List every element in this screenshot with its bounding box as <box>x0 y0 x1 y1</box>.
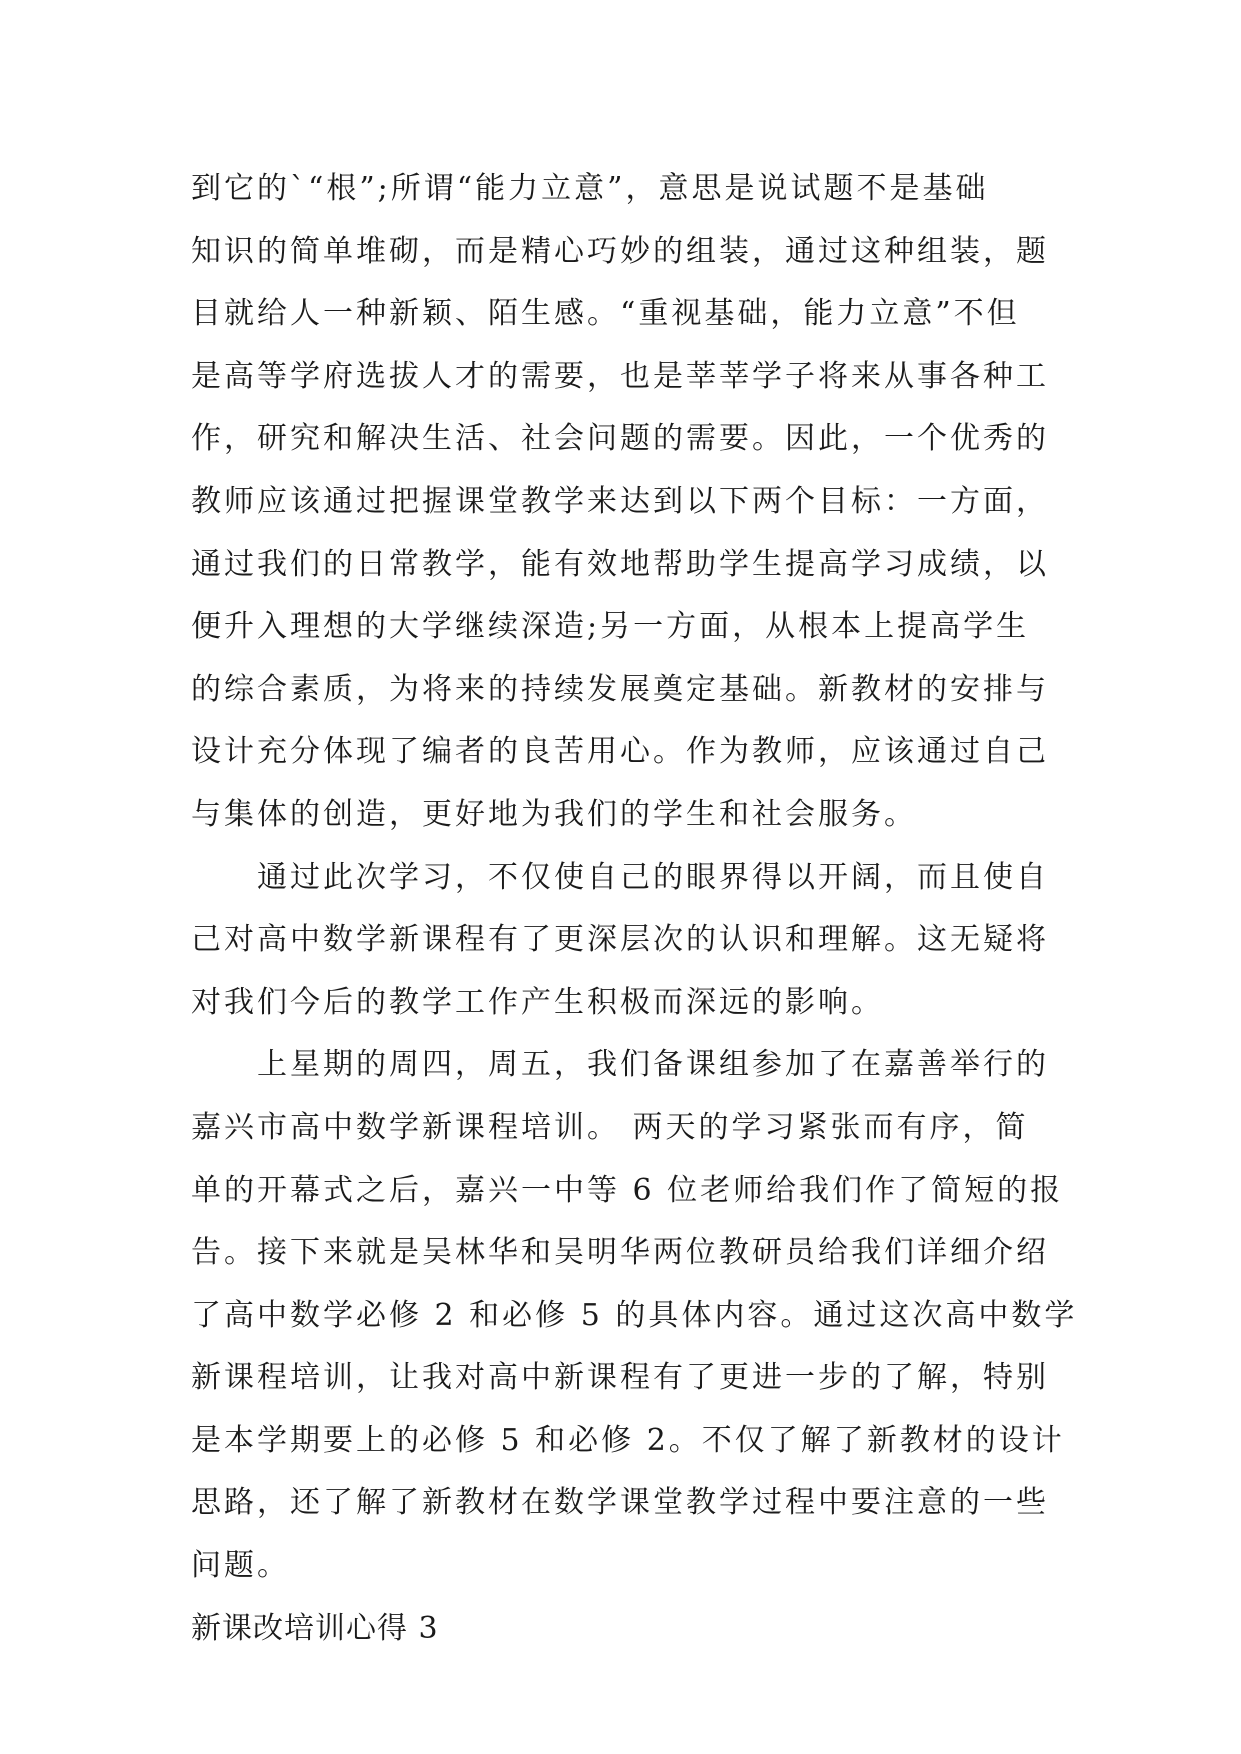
text-line: 嘉兴市高中数学新课程培训。 两天的学习紧张而有序，简 <box>191 1109 1029 1145</box>
text-line: 己对高中数学新课程有了更深层次的认识和理解。这无疑将 <box>191 922 1049 958</box>
text-line: 的综合素质，为将来的持续发展奠定基础。新教材的安排与 <box>191 671 1049 707</box>
text-line: 设计充分体现了编者的良苦用心。作为教师，应该通过自己 <box>191 734 1049 770</box>
text-line: 知识的简单堆砌，而是精心巧妙的组装，通过这种组装，题 <box>191 233 1049 269</box>
text-line: 目就给人一种新颖、陌生感。“重视基础，能力立意”不但 <box>191 296 1020 332</box>
text-line: 作，研究和解决生活、社会问题的需要。因此，一个优秀的 <box>191 421 1049 457</box>
paragraph-3 <box>191 1034 1078 1597</box>
text-line: 教师应该通过把握课堂教学来达到以下两个目标：一方面， <box>191 483 1049 519</box>
text-line: 上星期的周四，周五，我们备课组参加了在嘉善举行的 <box>257 1047 1049 1083</box>
text-line: 思路，还了解了新教材在数学课堂教学过程中要注意的一些 <box>191 1485 1049 1521</box>
text-line: 是本学期要上的必修 5 和必修 2。不仅了解了新教材的设计 <box>191 1422 1065 1458</box>
text-line: 对我们今后的教学工作产生积极而深远的影响。 <box>191 984 884 1020</box>
text-line: 单的开幕式之后，嘉兴一中等 6 位老师给我们作了简短的报 <box>191 1172 1064 1208</box>
paragraph-2 <box>191 847 1061 1035</box>
paragraph-1 <box>191 158 1061 847</box>
text-line: 到它的`“根”;所谓“能力立意”，意思是说试题不是基础 <box>191 171 989 206</box>
text-line: 便升入理想的大学继续深造;另一方面，从根本上提高学生 <box>191 609 1030 645</box>
text-line: 通过我们的日常教学，能有效地帮助学生提高学习成绩，以 <box>191 546 1049 582</box>
text-line: 与集体的创造，更好地为我们的学生和社会服务。 <box>191 796 917 832</box>
text-line: 是高等学府选拔人才的需要，也是莘莘学子将来从事各种工 <box>191 358 1049 394</box>
text-line: 了高中数学必修 2 和必修 5 的具体内容。通过这次高中数学 <box>191 1297 1078 1333</box>
text-line: 问题。 <box>191 1548 290 1584</box>
text-line: 新课程培训，让我对高中新课程有了更进一步的了解，特别 <box>191 1360 1049 1396</box>
text-line: 通过此次学习，不仅使自己的眼界得以开阔，而且使自 <box>257 859 1049 895</box>
section-heading: 新课改培训心得 3 <box>191 1610 439 1646</box>
text-line: 告。接下来就是吴林华和吴明华两位教研员给我们详细介绍 <box>191 1235 1049 1271</box>
document-body <box>191 158 1078 1660</box>
